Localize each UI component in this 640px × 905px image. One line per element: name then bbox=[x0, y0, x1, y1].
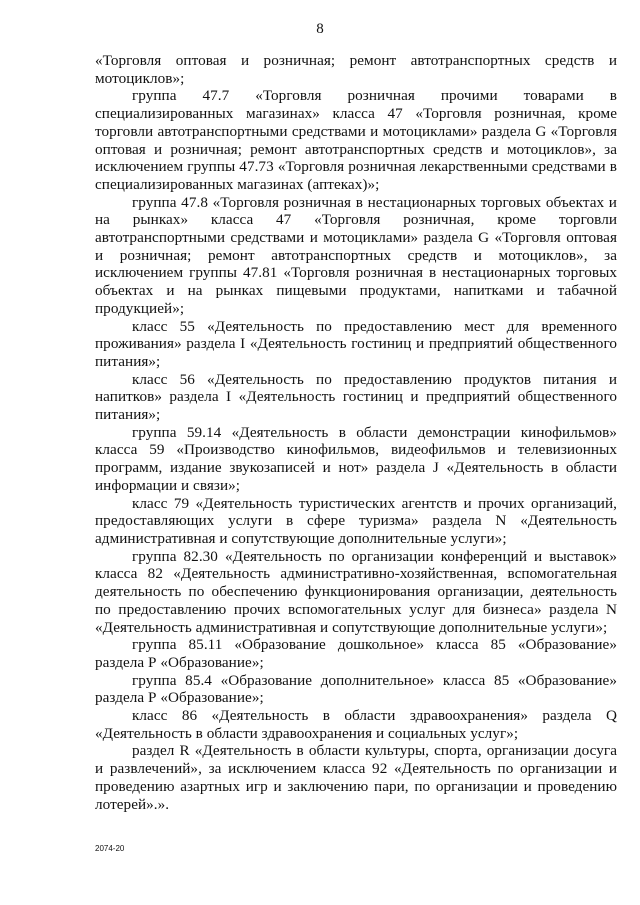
paragraph-group-47-8: группа 47.8 «Торговля розничная в нестационарных торговых объектах и на рынках» класса 47 «Торговля розничная, кроме торговли автотранспортными средствами и мотоциклами» раздела G «Торговля оптовая и розничная; ремонт автотранспортных средств и мотоциклов», за исключением группы 47.81 «Торговля розничная в нестационарных торговых объектах и на рынках пищевыми продуктами, напитками и табачной продукцией»; bbox=[95, 193, 617, 317]
footer-document-code: 2074-20 bbox=[95, 844, 125, 853]
paragraph-class-79: класс 79 «Деятельность туристических агентств и прочих организаций, предоставляющих услуги в сфере туризма» раздела N «Деятельность административная и сопутствующие дополнительные услуги»; bbox=[95, 494, 617, 547]
paragraph-class-86: класс 86 «Деятельность в области здравоохранения» раздела Q «Деятельность в области здравоохранения и социальных услуг»; bbox=[95, 707, 617, 742]
paragraph-group-59-14: группа 59.14 «Деятельность в области демонстрации кинофильмов» класса 59 «Производство кинофильмов, видеофильмов и телевизионных программ, издание звукозаписей и нот» раздела J «Деятельность в области информации и связи»; bbox=[95, 423, 617, 494]
paragraph-class-56: класс 56 «Деятельность по предоставлению продуктов питания и напитков» раздела I «Деятельность гостиниц и предприятий общественного питания»; bbox=[95, 370, 617, 424]
paragraph-group-85-11: группа 85.11 «Образование дошкольное» класса 85 «Образование» раздела Р «Образование»; bbox=[95, 636, 617, 671]
paragraph-group-85-4: группа 85.4 «Образование дополнительное» класса 85 «Образование» раздела Р «Образование»; bbox=[95, 671, 617, 707]
paragraph-class-55: класс 55 «Деятельность по предоставлению мест для временного проживания» раздела I «Деятельность гостиниц и предприятий общественного питания»; bbox=[95, 317, 617, 370]
paragraph-section-r: раздел R «Деятельность в области культуры, спорта, организации досуга и развлечений», за исключением класса 92 «Деятельность по организации и проведению азартных игр и заключению пари, по организации и проведению лотерей».». bbox=[95, 742, 617, 813]
document-body bbox=[95, 52, 617, 813]
paragraph-continuation: «Торговля оптовая и розничная; ремонт автотранспортных средств и мотоциклов»; bbox=[95, 52, 617, 87]
paragraph-group-47-7: группа 47.7 «Торговля розничная прочими товарами в специализированных магазинах» класса 47 «Торговля розничная, кроме торговли автотранспортными средствами и мотоциклами» раздела G «Торговля оптовая и розничная; ремонт автотранспортных средств и мотоциклов», за исключением группы 47.73 «Торговля розничная лекарственными средствами в специализированных магазинах (аптеках)»; bbox=[95, 87, 617, 193]
paragraph-group-82-30: группа 82.30 «Деятельность по организации конференций и выставок» класса 82 «Деятельность административно-хозяйственная, вспомогательная деятельность по обеспечению функционирования организации, деятельность по предоставлению прочих вспомогательных услуг для бизнеса» раздела N «Деятельность административная и сопутствующие дополнительные услуги»; bbox=[95, 547, 617, 636]
page-number: 8 bbox=[316, 21, 324, 37]
